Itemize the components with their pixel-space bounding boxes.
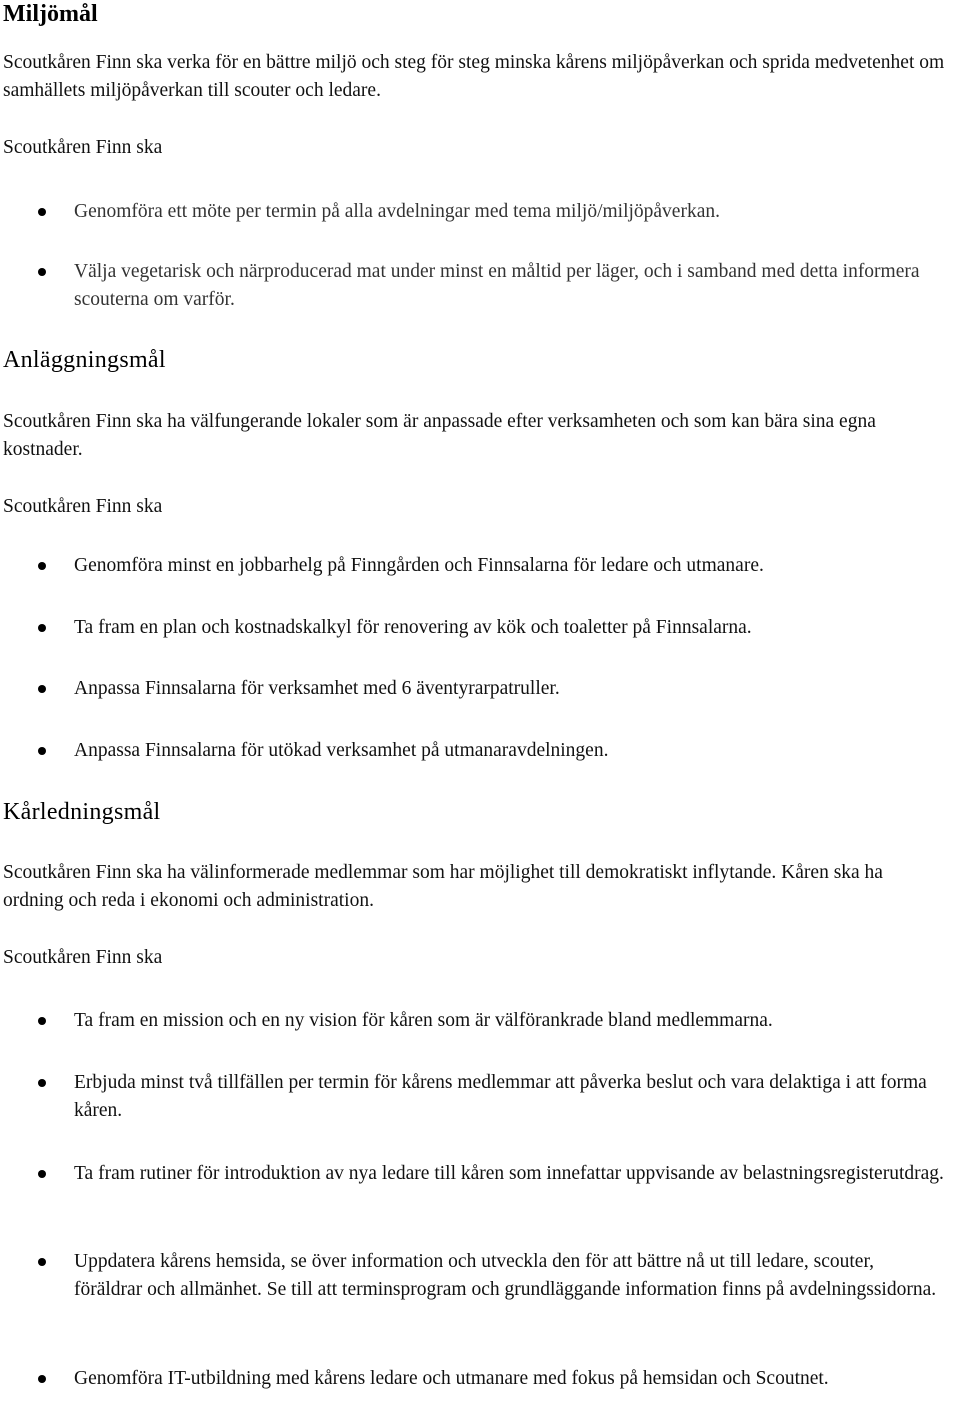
list-item-text: Genomföra IT-utbildning med kårens ledare och utmanare med fokus på hemsidan och Scoutnet. — [74, 1368, 829, 1389]
bullet-icon — [38, 208, 46, 216]
section-subheading-anlaggningsmal: Scoutkåren Finn ska — [3, 496, 163, 517]
bullet-icon — [38, 1017, 46, 1025]
list-item-text: Ta fram en mission och en ny vision för kåren som är välförankrade bland medlemmarna. — [74, 1010, 773, 1031]
bullet-icon — [38, 1170, 46, 1178]
list-item-text: Välja vegetarisk och närproducerad mat under minst en måltid per läger, och i samband med detta informera scouterna om varför. — [74, 261, 920, 310]
list-item — [74, 198, 946, 226]
list-item — [74, 675, 946, 703]
bullet-icon — [38, 685, 46, 693]
list-item-text: Ta fram rutiner för introduktion av nya ledare till kåren som innefattar uppvisande av belastningsregisterutdrag. — [74, 1163, 944, 1184]
list-item-text: Anpassa Finnsalarna för utökad verksamhet på utmanaravdelningen. — [74, 740, 609, 761]
list-item — [74, 614, 946, 642]
bullet-icon — [38, 624, 46, 632]
list-item-text: Ta fram en plan och kostnadskalkyl för renovering av kök och toaletter på Finnsalarna. — [74, 617, 752, 638]
list-item — [74, 1160, 946, 1188]
list-item-text: Erbjuda minst två tillfällen per termin för kårens medlemmar att påverka beslut och vara delaktiga i att forma kåren. — [74, 1072, 927, 1121]
section-subheading-karledningsmal: Scoutkåren Finn ska — [3, 947, 163, 968]
bullet-icon — [38, 562, 46, 570]
list-item — [74, 552, 946, 580]
section-heading-miljomal: Miljömål — [3, 1, 98, 27]
list-item-text: Genomföra ett möte per termin på alla avdelningar med tema miljö/miljöpåverkan. — [74, 201, 720, 222]
bullet-icon — [38, 747, 46, 755]
section-intro-miljomal: Scoutkåren Finn ska verka för en bättre miljö och steg för steg minska kårens miljöpåverkan och sprida medvetenhet om samhällets miljöpåverkan till scouter och ledare. — [3, 52, 945, 101]
list-item — [74, 1069, 946, 1125]
list-item-text: Uppdatera kårens hemsida, se över information och utveckla den för att bättre nå ut till ledare, scouter, föräldrar och allmänhet. Se till att terminsprogram och grundläggande information finns på avdelningssidorna. — [74, 1251, 937, 1300]
list-item-text: Genomföra minst en jobbarhelg på Finngården och Finnsalarna för ledare och utmanare. — [74, 555, 764, 576]
list-item-text: Anpassa Finnsalarna för verksamhet med 6 äventyrarpatruller. — [74, 678, 560, 699]
section-heading-karledningsmal: Kårledningsmål — [3, 799, 161, 825]
section-subheading-miljomal: Scoutkåren Finn ska — [3, 137, 163, 158]
bullet-icon — [38, 1375, 46, 1383]
list-item — [74, 1007, 946, 1035]
list-item — [74, 737, 946, 765]
list-item — [74, 1365, 946, 1393]
section-heading-anlaggningsmal: Anläggningsmål — [3, 347, 166, 373]
bullet-icon — [38, 1079, 46, 1087]
bullet-icon — [38, 1258, 46, 1266]
section-intro-karledningsmal: Scoutkåren Finn ska ha välinformerade medlemmar som har möjlighet till demokratiskt inflytande. Kåren ska ha ordning och reda i ekonomi och administration. — [3, 862, 883, 911]
section-intro-anlaggningsmal: Scoutkåren Finn ska ha välfungerande lokaler som är anpassade efter verksamheten och som kan bära sina egna kostnader. — [3, 411, 876, 460]
list-item — [74, 258, 946, 314]
list-item — [74, 1248, 946, 1304]
bullet-icon — [38, 268, 46, 276]
